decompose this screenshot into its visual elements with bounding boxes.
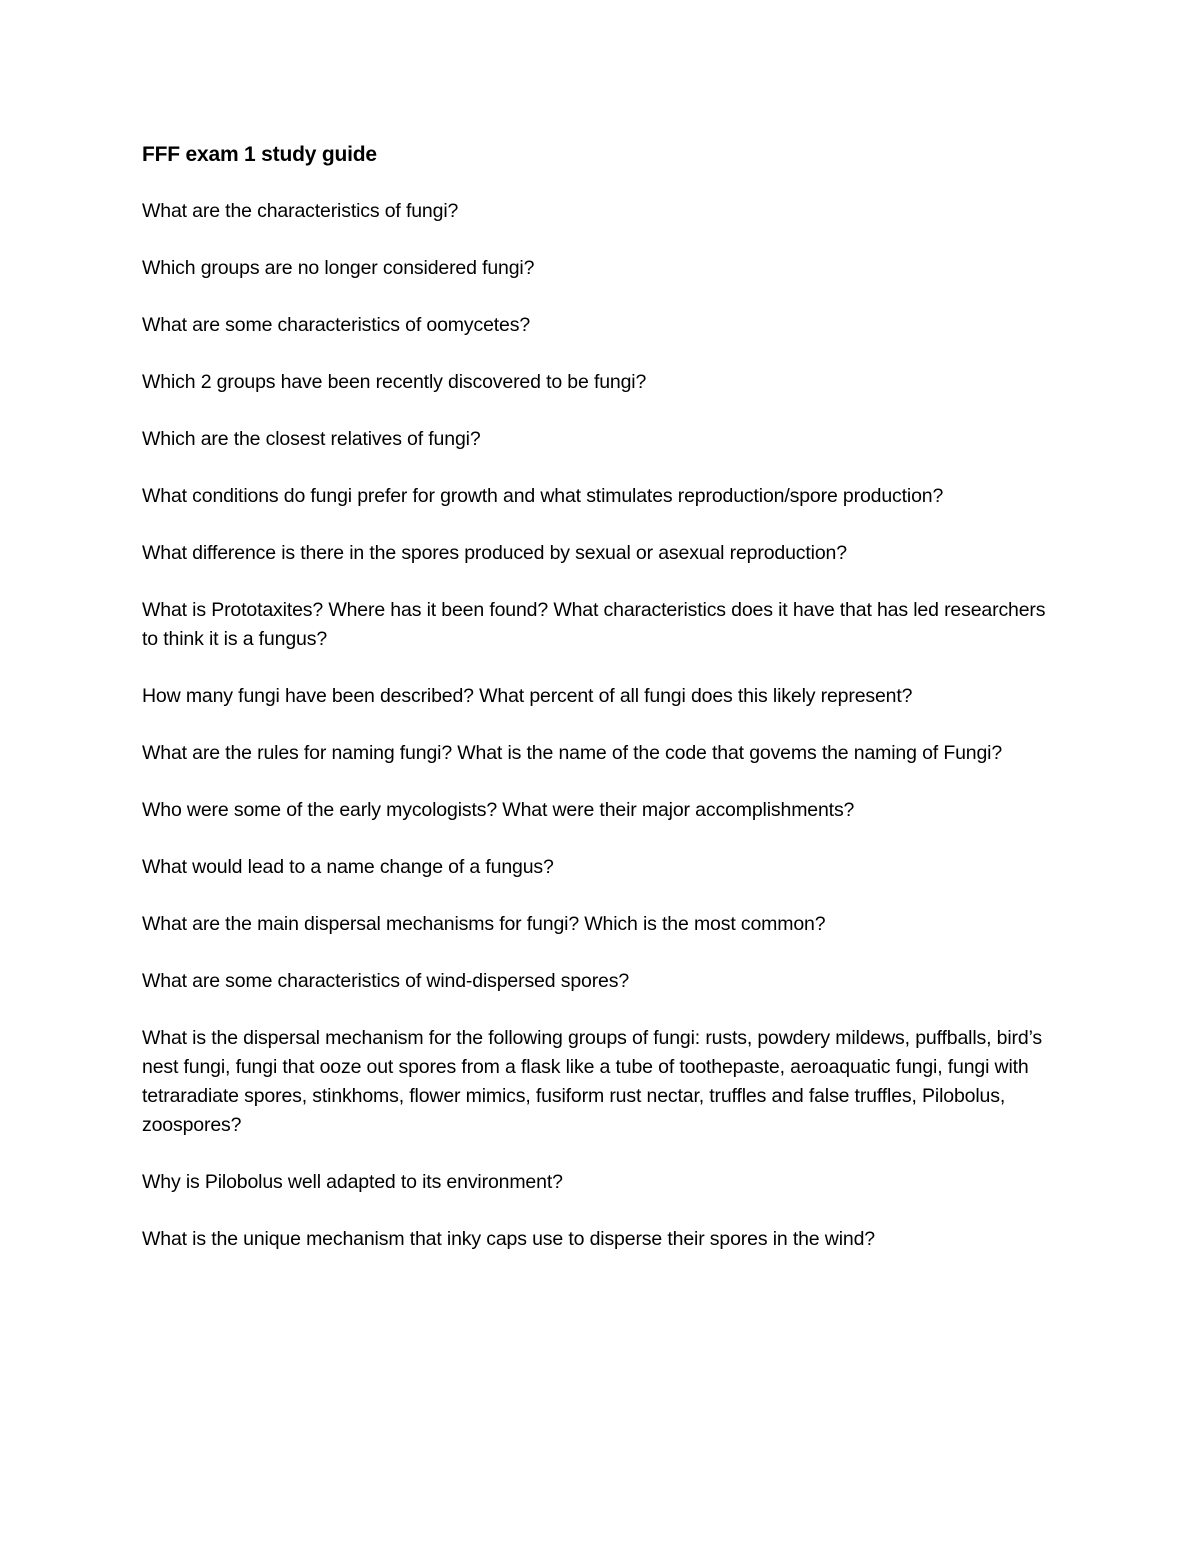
question-9: How many fungi have been described? What percent of all fungi does this likely represent?: [142, 685, 913, 707]
question-8: What is Prototaxites? Where has it been found? What characteristics does it have that has led researchers to think it is a fungus?: [142, 599, 1046, 650]
question-2: Which groups are no longer considered fungi?: [142, 257, 535, 279]
question-5: Which are the closest relatives of fungi?: [142, 428, 481, 450]
question-3: What are some characteristics of oomycetes?: [142, 314, 531, 336]
question-6: What conditions do fungi prefer for growth and what stimulates reproduction/spore production?: [142, 485, 944, 507]
question-14: What are some characteristics of wind-dispersed spores?: [142, 970, 630, 992]
question-1: What are the characteristics of fungi?: [142, 200, 459, 222]
question-10: What are the rules for naming fungi? What is the name of the code that govems the naming of Fungi?: [142, 742, 1003, 764]
document-body: [142, 140, 1057, 1282]
question-13: What are the main dispersal mechanisms for fungi? Which is the most common?: [142, 913, 826, 935]
question-7: What difference is there in the spores produced by sexual or asexual reproduction?: [142, 542, 847, 564]
question-17: What is the unique mechanism that inky caps use to disperse their spores in the wind?: [142, 1228, 875, 1250]
question-16: Why is Pilobolus well adapted to its environment?: [142, 1171, 563, 1193]
document-title: FFF exam 1 study guide: [142, 143, 377, 166]
question-15: What is the dispersal mechanism for the following groups of fungi: rusts, powdery mildews, puffballs, bird’s nest fungi, fungi that ooze out spores from a flask like a tube of toothepaste, aeroaquatic fungi, fungi with tetraradiate spores, stinkhoms, flower mimics, fusiform rust nectar, truffles and false truffles, Pilobolus, zoospores?: [142, 1027, 1043, 1136]
question-4: Which 2 groups have been recently discovered to be fungi?: [142, 371, 647, 393]
question-11: Who were some of the early mycologists? What were their major accomplishments?: [142, 799, 855, 821]
question-12: What would lead to a name change of a fungus?: [142, 856, 554, 878]
